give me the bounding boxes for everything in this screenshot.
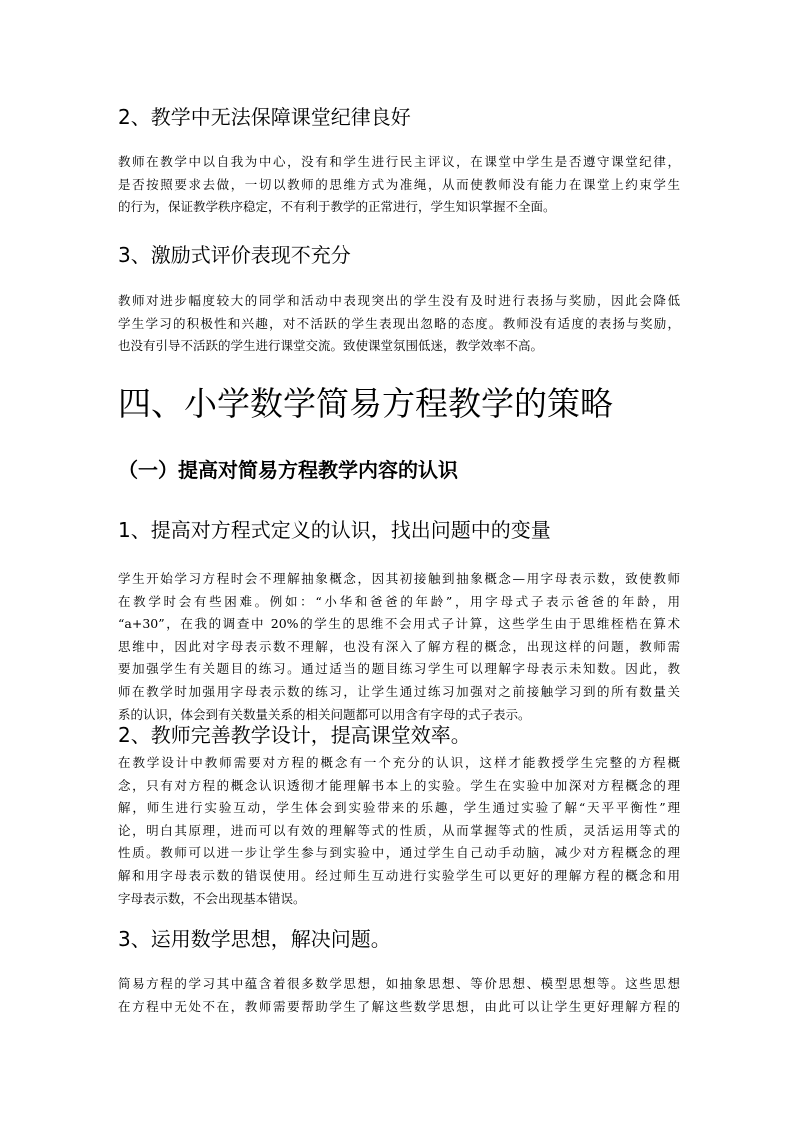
paragraph-line: 念，只有对方程的概念认识透彻才能理解书本上的实验。学生在实验中加深对方程概念的理 bbox=[118, 777, 680, 793]
paragraph-line: 论，明白其原理，进而可以有效的理解等式的性质，从而掌握等式的性质，灵活运用等式的 bbox=[118, 822, 680, 838]
section-3-paragraph bbox=[118, 290, 680, 358]
paragraph-line: 在教学设计中教师需要对方程的概念有一个充分的认识，这样才能教授学生完整的方程概 bbox=[118, 755, 680, 770]
section-2-title: 2、教学中无法保障课堂纪律良好 bbox=[118, 105, 411, 129]
paragraph-line: 的行为，保证教学秩序稳定，不有利于教学的正常进行，学生知识掌握不全面。 bbox=[118, 199, 556, 215]
paragraph-line: 性质。教师可以进一步让学生参与到实验中，通过学生自己动手动脑，减少对方程概念的理 bbox=[118, 845, 680, 861]
point-1-paragraph bbox=[118, 568, 680, 726]
paragraph-line: 在教学时会有些困难。例如：“小华和爸爸的年龄”，用字母式子表示爸爸的年龄，用 bbox=[118, 593, 680, 609]
point-3-heading bbox=[118, 927, 680, 951]
paragraph-line: “a+30”，在我的调查中 20%的学生的思维不会用式子计算，这些学生由于思维桎梏在算术 bbox=[118, 616, 680, 632]
paragraph-line: 系的认识，体会到有关数量关系的相关问题都可以用含有字母的式子表示。 bbox=[118, 706, 531, 722]
point-2-heading bbox=[118, 723, 680, 747]
point-1-heading bbox=[118, 518, 680, 542]
paragraph-line: 是否按照要求去做，一切以教师的思维方式为准绳，从而使教师没有能力在课堂上约束学生 bbox=[118, 176, 680, 192]
point-2-title: 2、教师完善教学设计，提高课堂效率。 bbox=[118, 723, 471, 747]
paragraph-line: 在方程中无处不在，教师需要帮助学生了解这些数学思想，由此可以让学生更好理解方程的 bbox=[118, 998, 680, 1014]
section-2-heading bbox=[118, 105, 680, 129]
point-3-paragraph bbox=[118, 973, 680, 1018]
chapter-4-heading bbox=[118, 384, 680, 424]
section-3-title: 3、激励式评价表现不充分 bbox=[118, 243, 351, 267]
paragraph-line: 思维中，因此对字母表示数不理解，也没有深入了解方程的概念，出现这样的问题，教师需 bbox=[118, 638, 680, 654]
part-1-title: （一）提高对简易方程教学内容的认识 bbox=[118, 458, 458, 482]
paragraph-line: 师在教学时加强用字母表示数的练习，让学生通过练习加强对之前接触学习到的所有数量关 bbox=[118, 683, 680, 699]
paragraph-line: 教师对进步幅度较大的同学和活动中表现突出的学生没有及时进行表扬与奖励，因此会降低 bbox=[118, 293, 680, 308]
paragraph-line: 解和用字母表示数的错误使用。经过师生互动进行实验学生可以更好的理解方程的概念和用 bbox=[118, 867, 680, 883]
paragraph-line: 学生学习的积极性和兴趣，对不活跃的学生表现出忽略的态度。教师没有适度的表扬与奖励， bbox=[118, 315, 680, 331]
paragraph-line: 也没有引导不活跃的学生进行课堂交流。致使课堂氛围低迷，教学效率不高。 bbox=[118, 338, 544, 354]
paragraph-line: 简易方程的学习其中蕴含着很多数学思想，如抽象思想、等价思想、模型思想等。这些思想 bbox=[118, 976, 680, 991]
section-3-heading bbox=[118, 243, 680, 267]
point-3-title: 3、运用数学思想，解决问题。 bbox=[118, 927, 391, 951]
part-1-heading bbox=[118, 458, 680, 482]
chapter-4-title: 四、小学数学简易方程教学的策略 bbox=[118, 384, 613, 423]
paragraph-line: 字母表示数，不会出现基本错误。 bbox=[118, 890, 306, 906]
paragraph-line: 教师在教学中以自我为中心，没有和学生进行民主评议，在课堂中学生是否遵守课堂纪律， bbox=[118, 154, 680, 169]
point-1-title: 1、提高对方程式定义的认识，找出问题中的变量 bbox=[118, 518, 551, 542]
section-2-paragraph bbox=[118, 151, 680, 219]
paragraph-line: 学生开始学习方程时会不理解抽象概念，因其初接触到抽象概念—用字母表示数，致使教师 bbox=[118, 571, 680, 586]
paragraph-line: 要加强学生有关题目的练习。通过适当的题目练习学生可以理解字母表示未知数。因此，教 bbox=[118, 661, 680, 677]
point-2-paragraph bbox=[118, 752, 680, 910]
paragraph-line: 解，师生进行实验互动，学生体会到实验带来的乐趣，学生通过实验了解“天平平衡性”理 bbox=[118, 800, 680, 816]
